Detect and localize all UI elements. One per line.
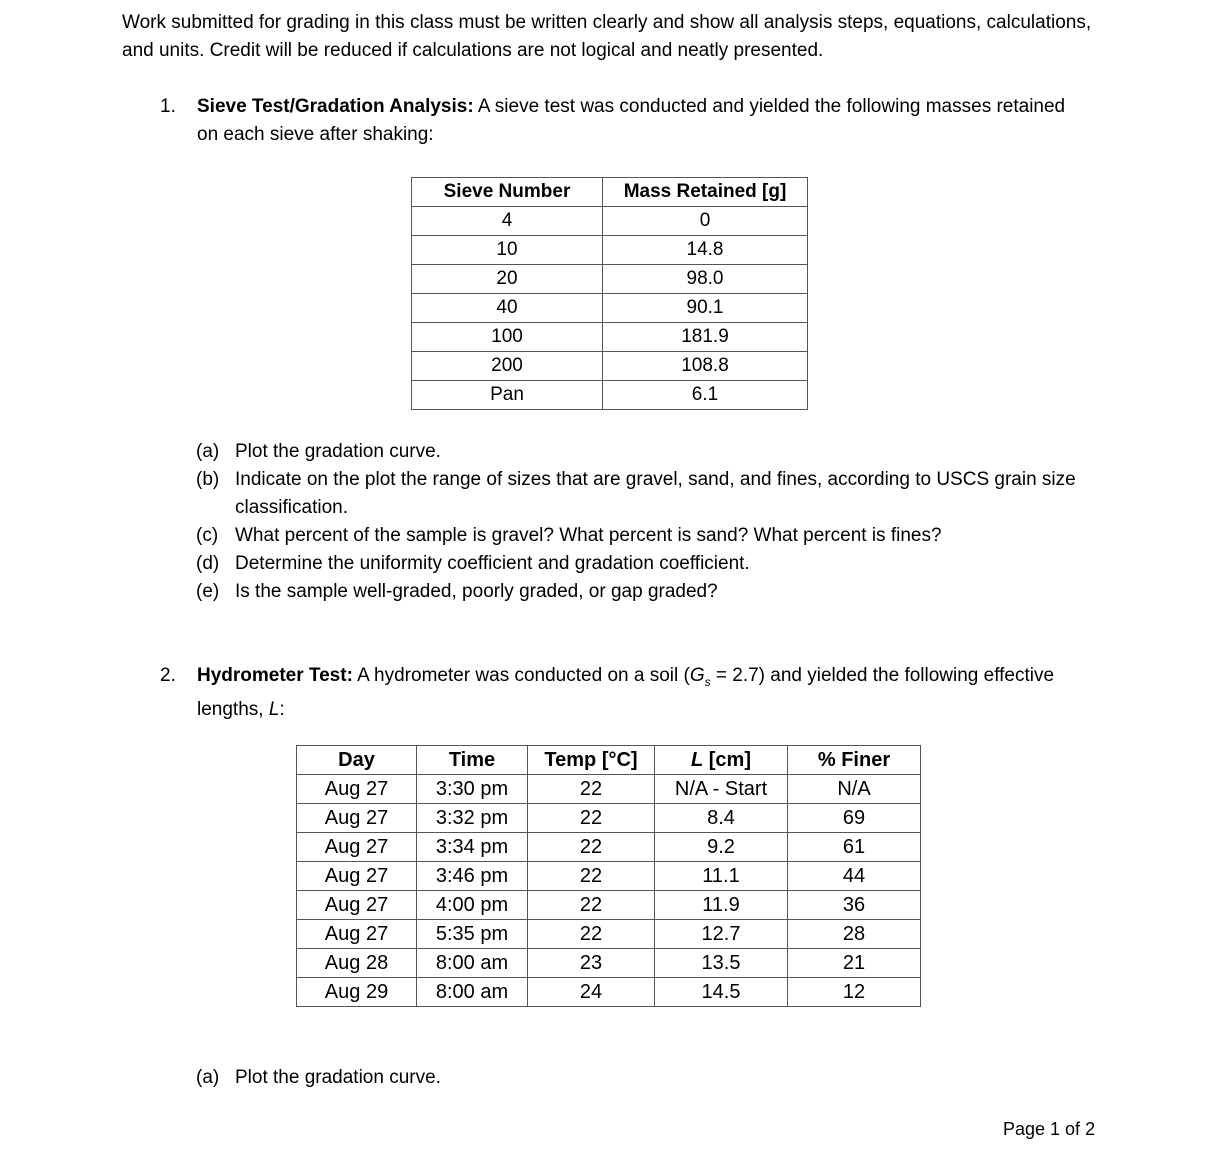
table-row [412,294,808,323]
day-cell: Aug 28 [297,949,417,978]
mass-retained-cell: 98.0 [603,265,808,294]
table-row [297,978,921,1007]
day-cell: Aug 27 [297,833,417,862]
problem-2-text-c: : [279,698,285,720]
temp-cell: 22 [528,775,655,804]
table-row [297,833,921,862]
hydro-header-day: Day [297,746,417,775]
percent-finer-cell: 61 [788,833,921,862]
time-cell: 8:00 am [417,978,528,1007]
temp-cell: 22 [528,862,655,891]
time-cell: 8:00 am [417,949,528,978]
problem-1-number: 1. [160,96,176,117]
time-cell: 3:46 pm [417,862,528,891]
problem-2-number: 2. [160,665,176,686]
hydro-header-percent-finer: % Finer [788,746,921,775]
length-cell: 8.4 [655,804,788,833]
mass-retained-cell: 181.9 [603,323,808,352]
time-cell: 3:32 pm [417,804,528,833]
problem-1-text: A sieve test was conducted and yielded the following masses retained on each sieve after shaking: [197,96,1066,145]
day-cell: Aug 27 [297,891,417,920]
mass-retained-cell: 108.8 [603,352,808,381]
mass-retained-cell: 0 [603,207,808,236]
percent-finer-cell: 12 [788,978,921,1007]
temp-cell: 22 [528,920,655,949]
sieve-number-cell: 40 [412,294,603,323]
part-label: (b) [196,469,220,490]
part-label: (d) [196,553,220,574]
hydrometer-table-header-row [297,746,921,775]
sieve-number-cell: 100 [412,323,603,352]
percent-finer-cell: 44 [788,862,921,891]
problem-1-part-e [196,578,1096,606]
table-row [297,949,921,978]
problem-1-statement [160,93,1080,149]
length-header-symbol: L [690,748,704,771]
hydro-header-temp: Temp [°C] [528,746,655,775]
temp-cell: 22 [528,804,655,833]
problem-2-part-a [196,1064,1096,1092]
sieve-number-cell: 10 [412,236,603,265]
table-row [412,352,808,381]
time-cell: 5:35 pm [417,920,528,949]
problem-1-part-c [196,522,1096,550]
problem-2-parts [196,1064,1096,1092]
time-cell: 4:00 pm [417,891,528,920]
day-cell: Aug 27 [297,775,417,804]
table-row [297,920,921,949]
problem-2-title: Hydrometer Test: [197,665,353,686]
mass-retained-cell: 90.1 [603,294,808,323]
length-cell: N/A - Start [655,775,788,804]
part-label: (c) [196,525,219,546]
part-text: Indicate on the plot the range of sizes that are gravel, sand, and fines, according to USCS grain size classification. [235,469,1076,518]
problem-2-text-a: A hydrometer was conducted on a soil ( [357,665,690,686]
table-row [297,862,921,891]
percent-finer-cell: 21 [788,949,921,978]
hydro-header-length [655,746,788,775]
mass-retained-cell: 14.8 [603,236,808,265]
percent-finer-cell: 69 [788,804,921,833]
problem-2-statement [160,662,1080,724]
problem-2-text-b: = 2.7) and yielded the following effective lengths, [197,665,1055,720]
part-text: What percent of the sample is gravel? What percent is sand? What percent is fines? [235,525,942,546]
temp-cell: 24 [528,978,655,1007]
part-label: (e) [196,581,220,602]
length-cell: 12.7 [655,920,788,949]
table-row [412,265,808,294]
part-label: (a) [196,1067,220,1088]
sieve-number-cell: Pan [412,381,603,410]
hydro-header-time: Time [417,746,528,775]
length-header-unit: [cm] [703,748,751,771]
percent-finer-cell: N/A [788,775,921,804]
table-row [412,236,808,265]
part-text: Plot the gradation curve. [235,441,441,462]
problem-1-part-d [196,550,1096,578]
sieve-header-sieve-number: Sieve Number [412,178,603,207]
length-cell: 13.5 [655,949,788,978]
time-cell: 3:34 pm [417,833,528,862]
sieve-number-cell: 4 [412,207,603,236]
mass-retained-cell: 6.1 [603,381,808,410]
table-row [412,381,808,410]
length-cell: 9.2 [655,833,788,862]
sieve-table-header-row [412,178,808,207]
day-cell: Aug 27 [297,862,417,891]
problem-1-title: Sieve Test/Gradation Analysis: [197,96,474,117]
temp-cell: 22 [528,833,655,862]
length-cell: 11.1 [655,862,788,891]
hydrometer-table [296,745,921,1007]
day-cell: Aug 27 [297,920,417,949]
table-row [297,775,921,804]
day-cell: Aug 29 [297,978,417,1007]
problem-1-part-a [196,438,1096,466]
sieve-table [411,177,808,410]
percent-finer-cell: 28 [788,920,921,949]
table-row [412,207,808,236]
percent-finer-cell: 36 [788,891,921,920]
page-number: Page 1 of 2 [1003,1119,1096,1139]
temp-cell: 22 [528,891,655,920]
part-label: (a) [196,441,220,462]
problem-1-part-b [196,466,1096,522]
grading-instructions: Work submitted for grading in this class must be written clearly and show all analysis steps, equations, calculations, and units. Credit will be reduced if calculations are not logical and neatly presented. [122,12,1092,61]
part-text: Plot the gradation curve. [235,1067,441,1088]
sieve-number-cell: 200 [412,352,603,381]
specific-gravity-subscript: s [704,674,711,689]
table-row [297,804,921,833]
sieve-number-cell: 20 [412,265,603,294]
table-row [297,891,921,920]
specific-gravity-symbol: G [689,665,705,686]
problem-1-parts [196,438,1096,606]
time-cell: 3:30 pm [417,775,528,804]
length-cell: 14.5 [655,978,788,1007]
table-row [412,323,808,352]
temp-cell: 23 [528,949,655,978]
part-text: Is the sample well-graded, poorly graded, or gap graded? [235,581,718,602]
part-text: Determine the uniformity coefficient and gradation coefficient. [235,553,750,574]
length-cell: 11.9 [655,891,788,920]
effective-length-symbol: L [268,698,280,720]
sieve-header-mass-retained: Mass Retained [g] [603,178,808,207]
day-cell: Aug 27 [297,804,417,833]
